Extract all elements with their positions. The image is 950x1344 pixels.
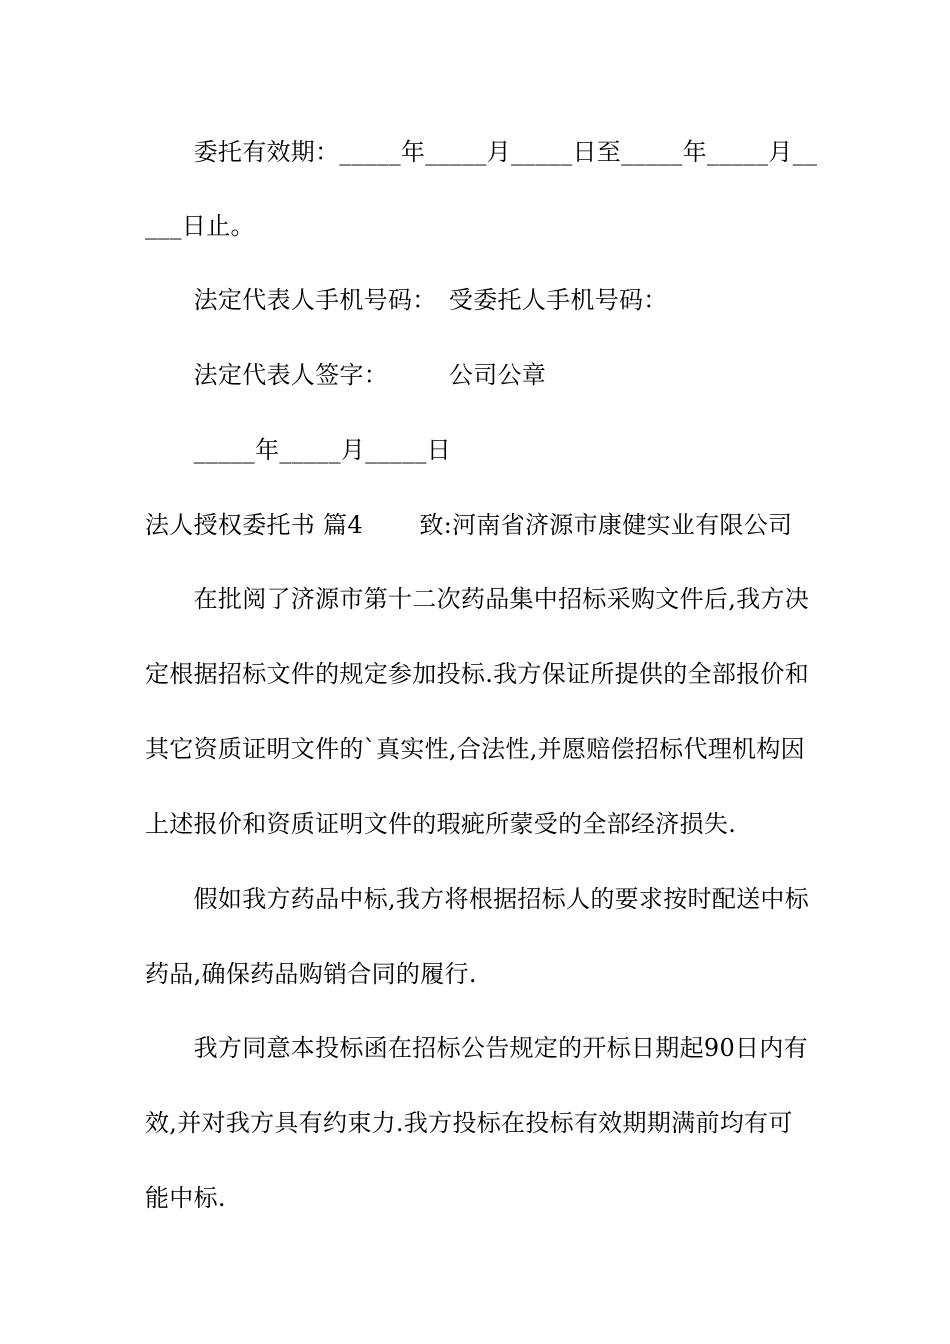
paragraph-line: 定根据招标文件的规定参加投标.我方保证所提供的全部报价和 <box>145 660 810 688</box>
phone-numbers-line: 法定代表人手机号码： 受委托人手机号码： <box>145 286 668 314</box>
validity-period-line: 委托有效期：_____年_____月_____日至_____年_____月__ <box>145 138 818 166</box>
paragraph-line: 能中标. <box>145 1184 226 1212</box>
paragraph-line: 上述报价和资质证明文件的瑕疵所蒙受的全部经济损失. <box>145 810 737 838</box>
paragraph-line: 我方同意本投标函在招标公告规定的开标日期起90日内有 <box>145 1034 808 1062</box>
signature-seal-line: 法定代表人签字： 公司公章 <box>145 361 547 389</box>
paragraph-line: 药品,确保药品购销合同的履行. <box>145 960 477 988</box>
paragraph-line: 在批阅了济源市第十二次药品集中招标采购文件后,我方决 <box>145 585 810 613</box>
validity-period-end-line: ___日止。 <box>145 212 255 240</box>
paragraph-line: 假如我方药品中标,我方将根据招标人的要求按时配送中标 <box>145 885 810 913</box>
paragraph-line: 效,并对我方具有约束力.我方投标在投标有效期期满前均有可 <box>145 1109 793 1137</box>
section-heading: 法人授权委托书 篇4 致:河南省济源市康健实业有限公司 <box>145 511 793 539</box>
date-line: _____年_____月_____日 <box>145 436 451 464</box>
paragraph-line: 其它资质证明文件的`真实性,合法性,并愿赔偿招标代理机构因 <box>145 735 805 763</box>
